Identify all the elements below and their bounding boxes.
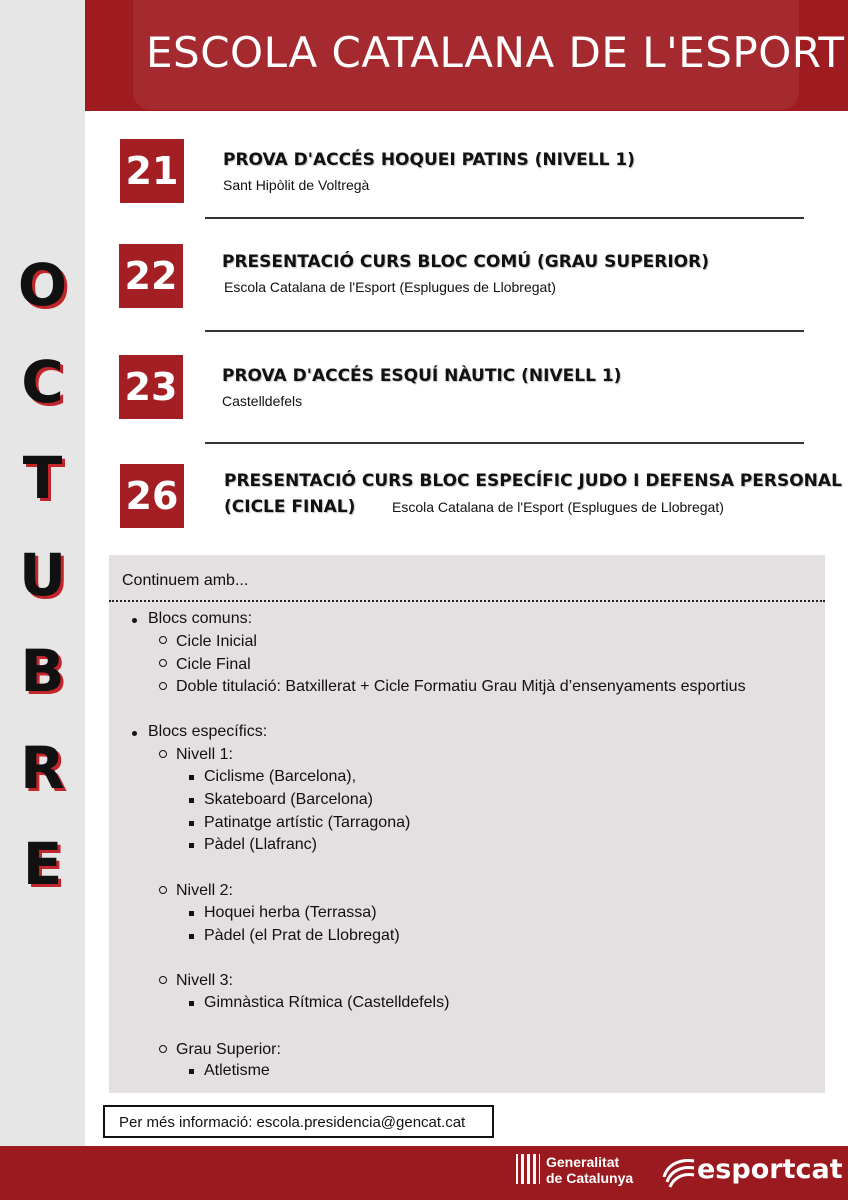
circle-bullet-icon [159,636,167,644]
square-bullet-icon [189,775,194,780]
list-item: Pàdel (Llafranc) [204,836,317,853]
divider [205,442,804,444]
list-item: Gimnàstica Rítmica (Castelldefels) [204,994,450,1011]
generalitat-logo-icon [516,1154,540,1184]
square-bullet-icon [189,934,194,939]
square-bullet-icon [189,843,194,848]
list-item: Pàdel (el Prat de Llobregat) [204,927,400,944]
list-item: Skateboard (Barcelona) [204,791,373,808]
event-title: PRESENTACIÓ CURS BLOC COMÚ (GRAU SUPERIOR) [222,252,709,272]
event-date-badge: 26 [120,464,184,528]
event-date-badge: 22 [119,244,183,308]
dotted-divider [109,600,825,602]
circle-bullet-icon [159,886,167,894]
event-date-badge: 23 [119,355,183,419]
level-label: Nivell 1: [176,746,233,763]
circle-bullet-icon [159,682,167,690]
level-label: Nivell 2: [176,882,233,899]
circle-bullet-icon [159,659,167,667]
level-label: Grau Superior: [176,1041,281,1058]
list-item: Patinatge artístic (Tarragona) [204,814,411,831]
event-location: Escola Catalana de l'Esport (Esplugues de Llobregat) [392,499,724,515]
square-bullet-icon [189,821,194,826]
generalitat-logo-text [546,1154,633,1186]
contact-info: Per més informació: escola.presidencia@gencat.cat [103,1105,494,1138]
month-letter: T [22,444,63,512]
square-bullet-icon [189,1069,194,1074]
month-letter: O [17,251,68,319]
bullet-icon [132,618,137,623]
square-bullet-icon [189,1001,194,1006]
list-heading-common: Blocs comuns: [148,610,253,627]
bullet-icon [132,731,137,736]
list-item: Cicle Final [176,656,251,673]
divider [205,330,804,332]
esportcat-logo-text: esportcat [697,1154,843,1185]
list-item: Ciclisme (Barcelona), [204,768,357,785]
circle-bullet-icon [159,750,167,758]
continue-heading: Continuem amb... [122,572,249,589]
month-letter: C [21,348,64,416]
month-letter: U [18,541,67,609]
event-title: PROVA D'ACCÉS ESQUÍ NÀUTIC (NIVELL 1) [222,366,622,386]
circle-bullet-icon [159,976,167,984]
event-title: PRESENTACIÓ CURS BLOC ESPECÍFIC JUDO I DEFENSA PERSONAL [224,471,842,491]
list-item: Hoquei herba (Terrassa) [204,904,377,921]
event-location: Castelldefels [222,393,303,409]
list-item: Atletisme [204,1062,270,1079]
event-location: Sant Hipòlit de Voltregà [223,177,370,193]
circle-bullet-icon [159,1045,167,1053]
divider [205,217,804,219]
month-letter: R [20,734,65,802]
page-title: ESCOLA CATALANA DE L'ESPORT [146,28,845,77]
generalitat-line2: de Catalunya [546,1170,634,1186]
event-title: PROVA D'ACCÉS HOQUEI PATINS (NIVELL 1) [223,150,635,170]
event-location: Escola Catalana de l'Esport (Esplugues de Llobregat) [224,279,556,295]
generalitat-line1: Generalitat [546,1154,620,1170]
event-date-badge: 21 [120,139,184,203]
square-bullet-icon [189,798,194,803]
list-item: Cicle Inicial [176,633,257,650]
square-bullet-icon [189,911,194,916]
list-item: Doble titulació: Batxillerat + Cicle Formatiu Grau Mitjà d’ensenyaments esportius [176,678,746,695]
event-title-continued: (CICLE FINAL) [224,497,356,517]
month-letter: B [20,637,65,705]
esportcat-swoosh-icon [660,1155,696,1189]
list-heading-specific: Blocs específics: [148,723,268,740]
month-letter: E [22,830,63,898]
level-label: Nivell 3: [176,972,233,989]
